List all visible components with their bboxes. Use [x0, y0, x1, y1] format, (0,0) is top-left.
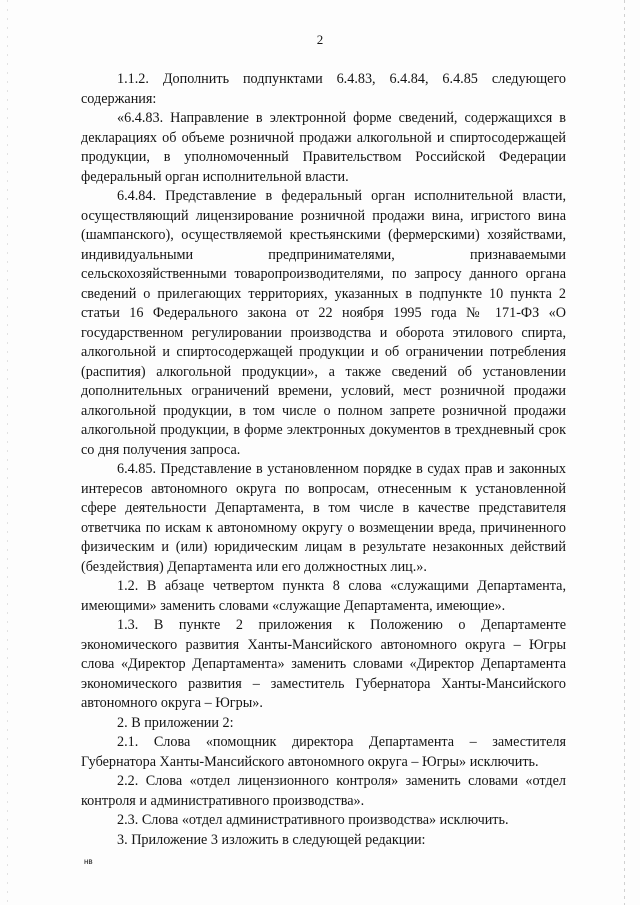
paragraph-2-2: 2.2. Слова «отдел лицензионного контроля» заменить словами «отдел контроля и административного производства». — [81, 773, 566, 809]
footer-initials: нв — [84, 857, 93, 866]
paragraph-6-4-84: 6.4.84. Представление в федеральный орган исполнительной власти, осуществляющий лицензирование розничной продажи вина, игристого вина (шампанского), осуществляемой крестьянскими (фермерскими) хозяйствами, индивидуальными предпринимателями, признаваемыми сельскохозяйственными товаропроизводителями, по запросу данного органа сведений о прилегающих территориях, указанных в подпункте 10 пункта 2 статьи 16 Федерального закона от 22 ноября 1995 года № 171-ФЗ «О государственном регулировании производства и оборота этилового спирта, алкогольной и спиртосодержащей продукции и об ограничении потребления (распития) алкогольной продукции», а также сведений об установлении дополнительных ограничений времени, условий, мест розничной продажи алкогольной продукции, в том числе о полном запрете розничной продажи алкогольной продукции, в форме электронных документов в трехдневный срок со дня получения запроса. — [81, 188, 566, 458]
paragraph-1-1-2: 1.1.2. Дополнить подпунктами 6.4.83, 6.4.84, 6.4.85 следующего содержания: — [81, 71, 566, 107]
paragraph-1-3: 1.3. В пункте 2 приложения к Положению о Департаменте экономического развития Ханты-Мансийского автономного округа – Югры слова «Директор Департамента» заменить словами «Директор Департамента экономического развития – заместитель Губернатора Ханты-Мансийского автономного округа – Югры». — [81, 617, 566, 711]
paragraph-2-1: 2.1. Слова «помощник директора Департамента – заместителя Губернатора Ханты-Мансийского автономного округа – Югры» исключить. — [81, 734, 566, 770]
page-number: 2 — [316, 32, 324, 47]
paragraph-3: 3. Приложение 3 изложить в следующей редакции: — [117, 831, 426, 848]
paragraph-2-3: 2.3. Слова «отдел административного производства» исключить. — [117, 812, 509, 828]
scan-edge-left — [7, 0, 8, 905]
paragraph-6-4-83: «6.4.83. Направление в электронной форме сведений, содержащихся в декларациях об объеме розничной продажи алкогольной и спиртосодержащей продукции, в уполномоченный Правительством Российской Федерации федеральный орган исполнительной власти. — [81, 110, 566, 185]
paragraph-2: 2. В приложении 2: — [117, 714, 234, 731]
paragraph-1-2: 1.2. В абзаце четвертом пункта 8 слова «служащими Департамента, имеющими» заменить словами «служащие Департамента, имеющие». — [81, 578, 566, 614]
document-body — [81, 70, 566, 850]
scan-edge-right — [624, 0, 625, 905]
paragraph-6-4-85: 6.4.85. Представление в установленном порядке в судах прав и законных интересов автономного округа по вопросам, отнесенным к установленной сфере деятельности Департамента, в том числе в качестве представителя ответчика по искам к автономному округу о возмещении вреда, причиненного физическим и (или) юридическим лицам в результате незаконных действий (бездействия) Департамента или его должностных лиц.». — [81, 461, 566, 575]
